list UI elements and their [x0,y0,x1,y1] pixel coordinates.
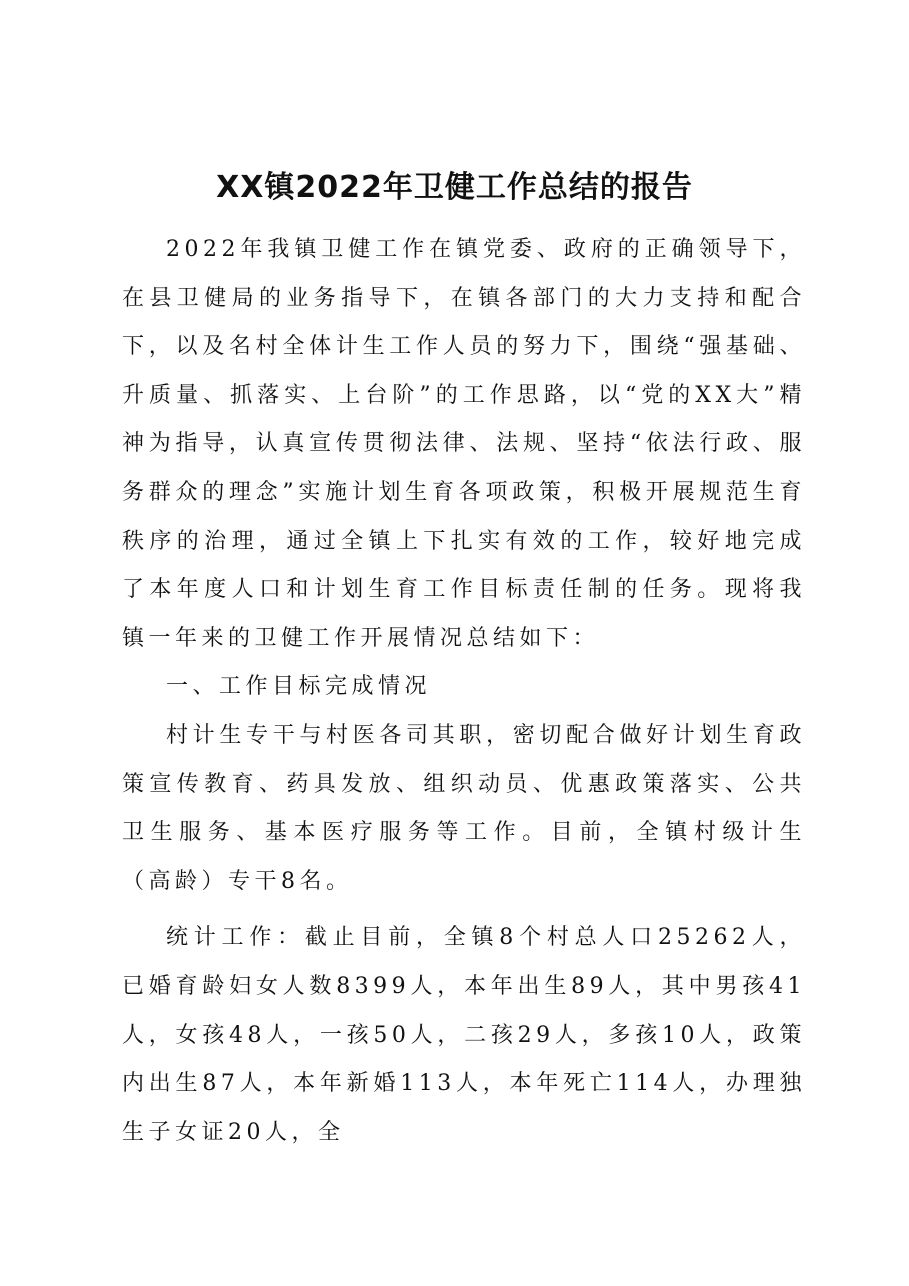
document-title: XX镇2022年卫健工作总结的报告 [216,170,693,205]
paragraph-statistics: 统计工作：截止目前，全镇8个村总人口25262人，已婚育龄妇女人数8399人，本年出生89人，其中男孩41人，女孩48人，一孩50人，二孩29人，多孩10人，政策内出生87人，本年新婚113人，本年死亡114人，办理独生子女证20人，全 [122,925,806,1145]
paragraph-staffing: 村计生专干与村医各司其职，密切配合做好计划生育政策宣传教育、药具发放、组织动员、优惠政策落实、公共卫生服务、基本医疗服务等工作。目前，全镇村级计生（高龄）专干8名。 [122,722,806,894]
document-body [122,226,806,1157]
paragraph-intro: 2022年我镇卫健工作在镇党委、政府的正确领导下，在县卫健局的业务指导下，在镇各部门的大力支持和配合下，以及名村全体计生工作人员的努力下，围绕“强基础、升质量、抓落实、上台阶”的工作思路，以“党的XX大”精神为指导，认真宣传贯彻法律、法规、坚持“依法行政、服务群众的理念”实施计划生育各项政策，积极开展规范生育秩序的治理，通过全镇上下扎实有效的工作，较好地完成了本年度人口和计划生育工作目标责任制的任务。现将我镇一年来的卫健工作开展情况总结如下： [122,237,806,651]
section-heading-work-goals: 一、工作目标完成情况 [166,674,432,700]
